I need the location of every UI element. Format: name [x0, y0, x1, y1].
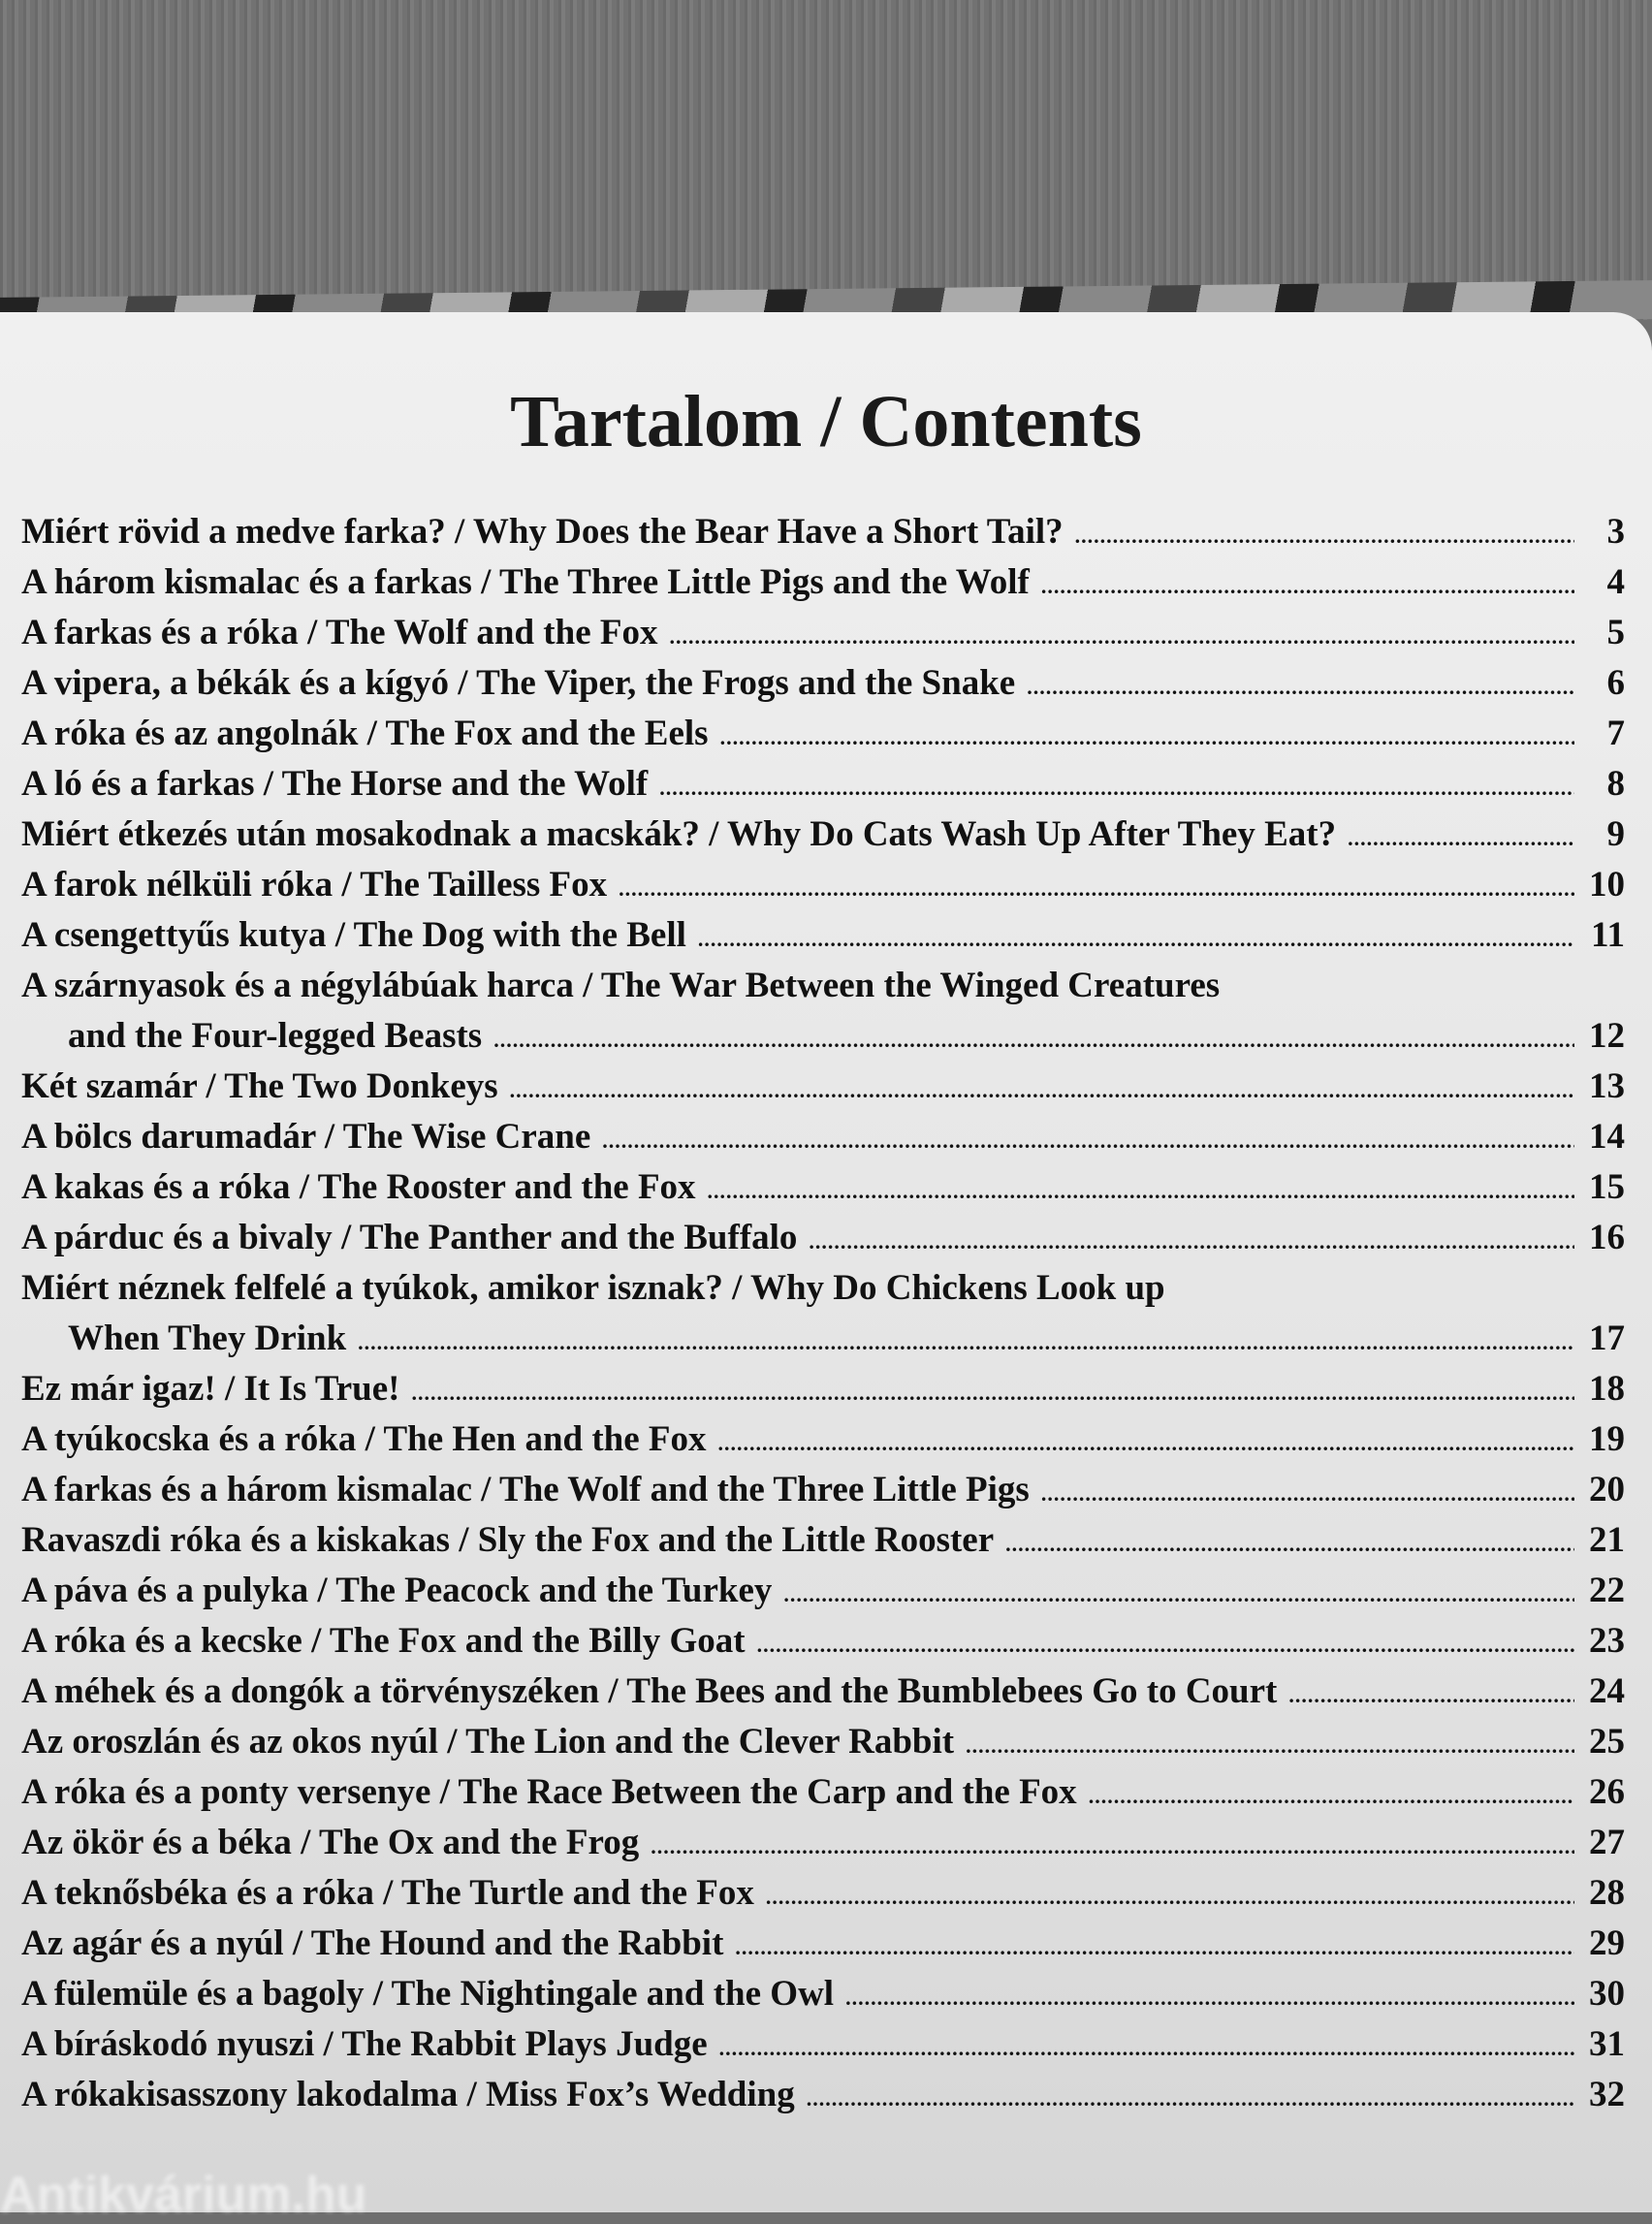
toc-entry[interactable]	[21, 561, 1625, 612]
dot-leader	[1288, 1683, 1574, 1708]
page-number: 17	[1589, 1319, 1625, 1358]
entry-title: A három kismalac és a farkas / The Three Little Pigs and the Wolf	[21, 562, 1030, 602]
page-number: 28	[1589, 1873, 1625, 1913]
dot-leader	[1075, 524, 1574, 549]
dot-leader	[719, 2036, 1574, 2061]
page-number: 26	[1589, 1772, 1625, 1812]
dot-leader	[757, 1633, 1574, 1658]
page-number: 6	[1606, 663, 1625, 703]
toc-entry[interactable]	[21, 713, 1625, 763]
dot-leader	[358, 1330, 1574, 1355]
dot-leader	[669, 624, 1574, 650]
entry-title: A tyúkocska és a róka / The Hen and the Fox	[21, 1419, 707, 1459]
dot-leader	[807, 2086, 1574, 2112]
toc-entry[interactable]	[21, 612, 1625, 662]
table-of-contents	[21, 511, 1625, 2124]
entry-title: Az ökör és a béka / The Ox and the Frog	[21, 1823, 640, 1862]
page-number: 27	[1589, 1823, 1625, 1862]
toc-entry[interactable]	[21, 914, 1625, 965]
toc-entry[interactable]	[21, 1822, 1625, 1872]
entry-title: Az oroszlán és az okos nyúl / The Lion and the Clever Rabbit	[21, 1722, 955, 1762]
toc-entry-continuation[interactable]	[21, 1318, 1625, 1368]
page-number: 20	[1589, 1470, 1625, 1509]
page-number: 32	[1589, 2075, 1625, 2114]
entry-title-continued: When They Drink	[68, 1319, 347, 1358]
dot-leader	[698, 927, 1574, 952]
dot-leader	[720, 725, 1574, 750]
dot-leader	[510, 1078, 1574, 1103]
dot-leader	[809, 1229, 1574, 1255]
entry-title: A szárnyasok és a négylábúak harca / The War Between the Winged Creatures	[21, 966, 1221, 1005]
toc-entry[interactable]	[21, 1519, 1625, 1570]
page-number: 30	[1589, 1974, 1625, 2014]
toc-entry[interactable]	[21, 763, 1625, 813]
toc-entry[interactable]	[21, 2074, 1625, 2124]
entry-title: A róka és a kecske / The Fox and the Billy Goat	[21, 1621, 746, 1661]
entry-title: Miért néznek felfelé a tyúkok, amikor isznak? / Why Do Chickens Look up	[21, 1268, 1165, 1308]
toc-entry[interactable]	[21, 1620, 1625, 1670]
entry-title: Ez már igaz! / It Is True!	[21, 1369, 400, 1409]
entry-title-continued: and the Four-legged Beasts	[68, 1016, 483, 1056]
toc-entry[interactable]	[21, 1721, 1625, 1771]
entry-title: Az agár és a nyúl / The Hound and the Rabbit	[21, 1923, 724, 1963]
page-number: 22	[1589, 1571, 1625, 1610]
page-number: 21	[1589, 1520, 1625, 1560]
entry-title: Miért étkezés után mosakodnak a macskák? / Why Do Cats Wash Up After They Eat?	[21, 814, 1337, 854]
entry-title: A farok nélküli róka / The Tailless Fox	[21, 865, 608, 905]
entry-title: Ravaszdi róka és a kiskakas / Sly the Fox and the Little Rooster	[21, 1520, 995, 1560]
dot-leader	[651, 1834, 1574, 1859]
entry-title: A farkas és a három kismalac / The Wolf and the Three Little Pigs	[21, 1470, 1030, 1509]
entry-title: A róka és az angolnák / The Fox and the Eels	[21, 714, 709, 753]
page-number: 24	[1589, 1671, 1625, 1711]
toc-entry[interactable]	[21, 965, 1625, 1015]
toc-entry[interactable]	[21, 1418, 1625, 1469]
dot-leader	[602, 1128, 1574, 1154]
page-number: 10	[1589, 865, 1625, 905]
toc-entry[interactable]	[21, 1771, 1625, 1822]
page-number: 13	[1589, 1066, 1625, 1106]
page-number: 19	[1589, 1419, 1625, 1459]
page-number: 31	[1589, 2024, 1625, 2064]
page-number: 8	[1606, 764, 1625, 804]
entry-title: A méhek és a dongók a törvényszéken / The Bees and the Bumblebees Go to Court	[21, 1671, 1278, 1711]
dot-leader	[1005, 1532, 1574, 1557]
dot-leader	[1041, 574, 1574, 599]
page-number: 4	[1606, 562, 1625, 602]
toc-entry[interactable]	[21, 662, 1625, 713]
entry-title: A csengettyűs kutya / The Dog with the Bell	[21, 915, 686, 955]
page-number: 3	[1606, 512, 1625, 552]
toc-entry[interactable]	[21, 1670, 1625, 1721]
page-number: 18	[1589, 1369, 1625, 1409]
entry-title: A rókakisasszony lakodalma / Miss Fox’s Wedding	[21, 2075, 795, 2114]
entry-title: A farkas és a róka / The Wolf and the Fox	[21, 613, 658, 652]
entry-title: A teknősbéka és a róka / The Turtle and the Fox	[21, 1873, 754, 1913]
entry-title: A bölcs darumadár / The Wise Crane	[21, 1117, 591, 1157]
toc-entry-continuation[interactable]	[21, 1015, 1625, 1065]
entry-title: A páva és a pulyka / The Peacock and the Turkey	[21, 1571, 773, 1610]
toc-entry[interactable]	[21, 1116, 1625, 1166]
entry-title: Két szamár / The Two Donkeys	[21, 1066, 498, 1106]
dot-leader	[718, 1431, 1574, 1456]
toc-entry[interactable]	[21, 1217, 1625, 1267]
watermark: Antikvárium.hu	[0, 2167, 367, 2223]
toc-entry[interactable]	[21, 1922, 1625, 1973]
book-page	[0, 312, 1652, 2212]
entry-title: A ló és a farkas / The Horse and the Wolf	[21, 764, 649, 804]
toc-entry[interactable]	[21, 1469, 1625, 1519]
dot-leader	[735, 1935, 1574, 1960]
toc-entry[interactable]	[21, 1065, 1625, 1116]
toc-entry[interactable]	[21, 1267, 1625, 1318]
entry-title: Miért rövid a medve farka? / Why Does the Bear Have a Short Tail?	[21, 512, 1064, 552]
dot-leader	[845, 1986, 1574, 2011]
toc-entry[interactable]	[21, 1872, 1625, 1922]
entry-title: A kakas és a róka / The Rooster and the Fox	[21, 1167, 696, 1207]
table-surface	[0, 0, 1652, 320]
dot-leader	[493, 1028, 1574, 1053]
dot-leader	[1027, 675, 1574, 700]
toc-entry[interactable]	[21, 1368, 1625, 1418]
entry-title: A párduc és a bivaly / The Panther and the Buffalo	[21, 1218, 798, 1257]
page-number: 16	[1589, 1218, 1625, 1257]
toc-entry[interactable]	[21, 864, 1625, 914]
dot-leader	[619, 876, 1574, 902]
dot-leader	[708, 1179, 1574, 1204]
page-number: 29	[1589, 1923, 1625, 1963]
entry-title: A fülemüle és a bagoly / The Nightingale and the Owl	[21, 1974, 835, 2014]
page-number: 15	[1589, 1167, 1625, 1207]
dot-leader	[783, 1582, 1574, 1607]
page-number: 11	[1591, 915, 1625, 955]
entry-title: A vipera, a békák és a kígyó / The Viper, the Frogs and the Snake	[21, 663, 1016, 703]
page-number: 9	[1606, 814, 1625, 854]
dot-leader	[659, 776, 1574, 801]
dot-leader	[1348, 826, 1574, 851]
entry-title: A róka és a ponty versenye / The Race Between the Carp and the Fox	[21, 1772, 1077, 1812]
dot-leader	[966, 1733, 1574, 1759]
page-title: Tartalom / Contents	[510, 381, 1142, 462]
page-number: 5	[1606, 613, 1625, 652]
page-number: 23	[1589, 1621, 1625, 1661]
page-number: 7	[1606, 714, 1625, 753]
toc-entry[interactable]	[21, 2023, 1625, 2074]
dot-leader	[766, 1885, 1574, 1910]
entry-title: A bíráskodó nyuszi / The Rabbit Plays Judge	[21, 2024, 708, 2064]
dot-leader	[1041, 1481, 1574, 1507]
dot-leader	[412, 1381, 1574, 1406]
toc-entry[interactable]	[21, 813, 1625, 864]
page-number: 12	[1589, 1016, 1625, 1056]
page-number: 25	[1589, 1722, 1625, 1762]
toc-entry[interactable]	[21, 1973, 1625, 2023]
toc-entry[interactable]	[21, 1166, 1625, 1217]
toc-entry[interactable]	[21, 1570, 1625, 1620]
dot-leader	[1089, 1784, 1574, 1809]
toc-entry[interactable]	[21, 511, 1625, 561]
page-number: 14	[1589, 1117, 1625, 1157]
